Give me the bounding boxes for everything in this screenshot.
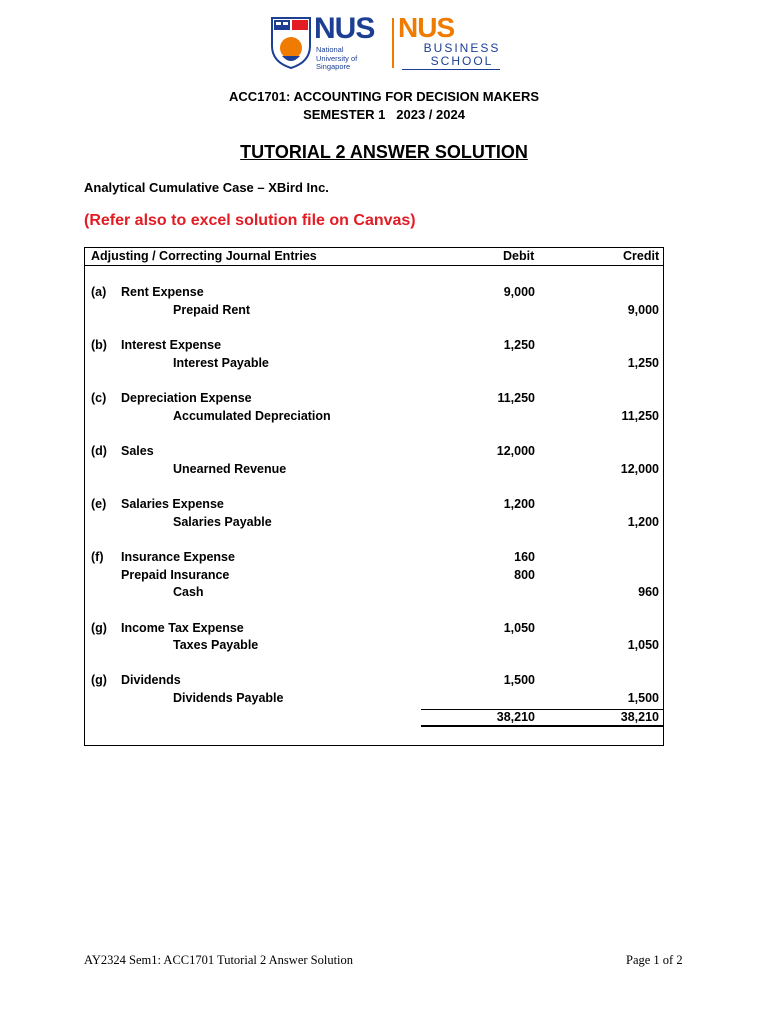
credit-amount: 1,050 [627, 638, 659, 652]
debit-amount: 160 [514, 550, 535, 564]
debit-amount: 1,250 [503, 338, 535, 352]
entry-tag: (f) [91, 550, 104, 564]
entry-tag: (b) [91, 338, 107, 352]
entry-tag: (a) [91, 285, 107, 299]
total-credit: 38,210 [620, 710, 659, 724]
case-title: Analytical Cumulative Case – XBird Inc. [84, 180, 329, 195]
journal-entries-table [84, 247, 664, 746]
page-title-text: TUTORIAL 2 ANSWER SOLUTION [240, 142, 528, 162]
credit-amount: 960 [638, 585, 659, 599]
nus-business-wordmark: NUS [398, 12, 455, 43]
credit-amount: 1,500 [627, 691, 659, 705]
credit-account: Dividends Payable [173, 691, 284, 705]
entry-tag: (g) [91, 621, 107, 635]
entry-tag: (e) [91, 497, 107, 511]
debit-amount: 800 [514, 568, 535, 582]
entry-tag: (d) [91, 444, 107, 458]
credit-amount: 9,000 [627, 303, 659, 317]
nus-wordmark: NUS [314, 12, 375, 45]
header-credit: Credit [623, 249, 660, 263]
debit-amount: 12,000 [496, 444, 535, 458]
credit-amount: 1,250 [627, 356, 659, 370]
debit-account: Sales [121, 444, 154, 458]
entry-tag: (c) [91, 391, 107, 405]
credit-amount: 11,250 [621, 409, 659, 423]
credit-account: Cash [173, 585, 204, 599]
debit-account: Interest Expense [121, 338, 222, 352]
footer-doc-title: AY2324 Sem1: ACC1701 Tutorial 2 Answer Solution [84, 953, 354, 967]
debit-amount: 1,500 [503, 673, 535, 687]
debit-account: Salaries Expense [121, 497, 224, 511]
credit-account: Taxes Payable [173, 638, 259, 652]
total-debit: 38,210 [496, 710, 535, 724]
header-debit: Debit [503, 249, 535, 263]
nus-business-school-logo [270, 12, 502, 72]
university-name: National University of Singapore [316, 45, 358, 71]
debit-account: Rent Expense [121, 285, 204, 299]
header-entries: Adjusting / Correcting Journal Entries [91, 249, 317, 263]
debit-account: Dividends [121, 673, 181, 687]
debit-account: Prepaid Insurance [121, 568, 230, 582]
page-title [0, 142, 768, 163]
total-double-line-credit [537, 725, 663, 727]
credit-amount: 1,200 [627, 515, 659, 529]
school-text: SCHOOL [430, 54, 494, 68]
debit-account: Income Tax Expense [121, 621, 244, 635]
credit-account: Unearned Revenue [173, 462, 287, 476]
entry-tag: (g) [91, 673, 107, 687]
debit-amount: 9,000 [503, 285, 535, 299]
header-divider [85, 265, 663, 266]
credit-account: Interest Payable [173, 356, 269, 370]
business-school-text [422, 42, 502, 68]
debit-amount: 1,050 [503, 621, 535, 635]
business-text: BUSINESS [423, 41, 501, 55]
debit-account: Depreciation Expense [121, 391, 252, 405]
course-title: ACC1701: ACCOUNTING FOR DECISION MAKERS [228, 89, 540, 104]
logo-underline [402, 69, 500, 70]
nus-shield-icon [270, 16, 312, 70]
semester-line: SEMESTER 1 2023 / 2024 [303, 107, 465, 122]
footer-page-number: Page 1 of 2 [626, 953, 683, 967]
credit-account: Accumulated Depreciation [173, 409, 331, 423]
credit-amount: 12,000 [620, 462, 659, 476]
debit-amount: 1,200 [503, 497, 535, 511]
logo-divider [392, 18, 394, 68]
refer-note: (Refer also to excel solution file on Canvas) [84, 212, 416, 229]
total-double-line-debit [421, 725, 547, 727]
debit-account: Insurance Expense [121, 550, 235, 564]
debit-amount: 11,250 [497, 391, 535, 405]
credit-account: Prepaid Rent [173, 303, 251, 317]
credit-account: Salaries Payable [173, 515, 272, 529]
